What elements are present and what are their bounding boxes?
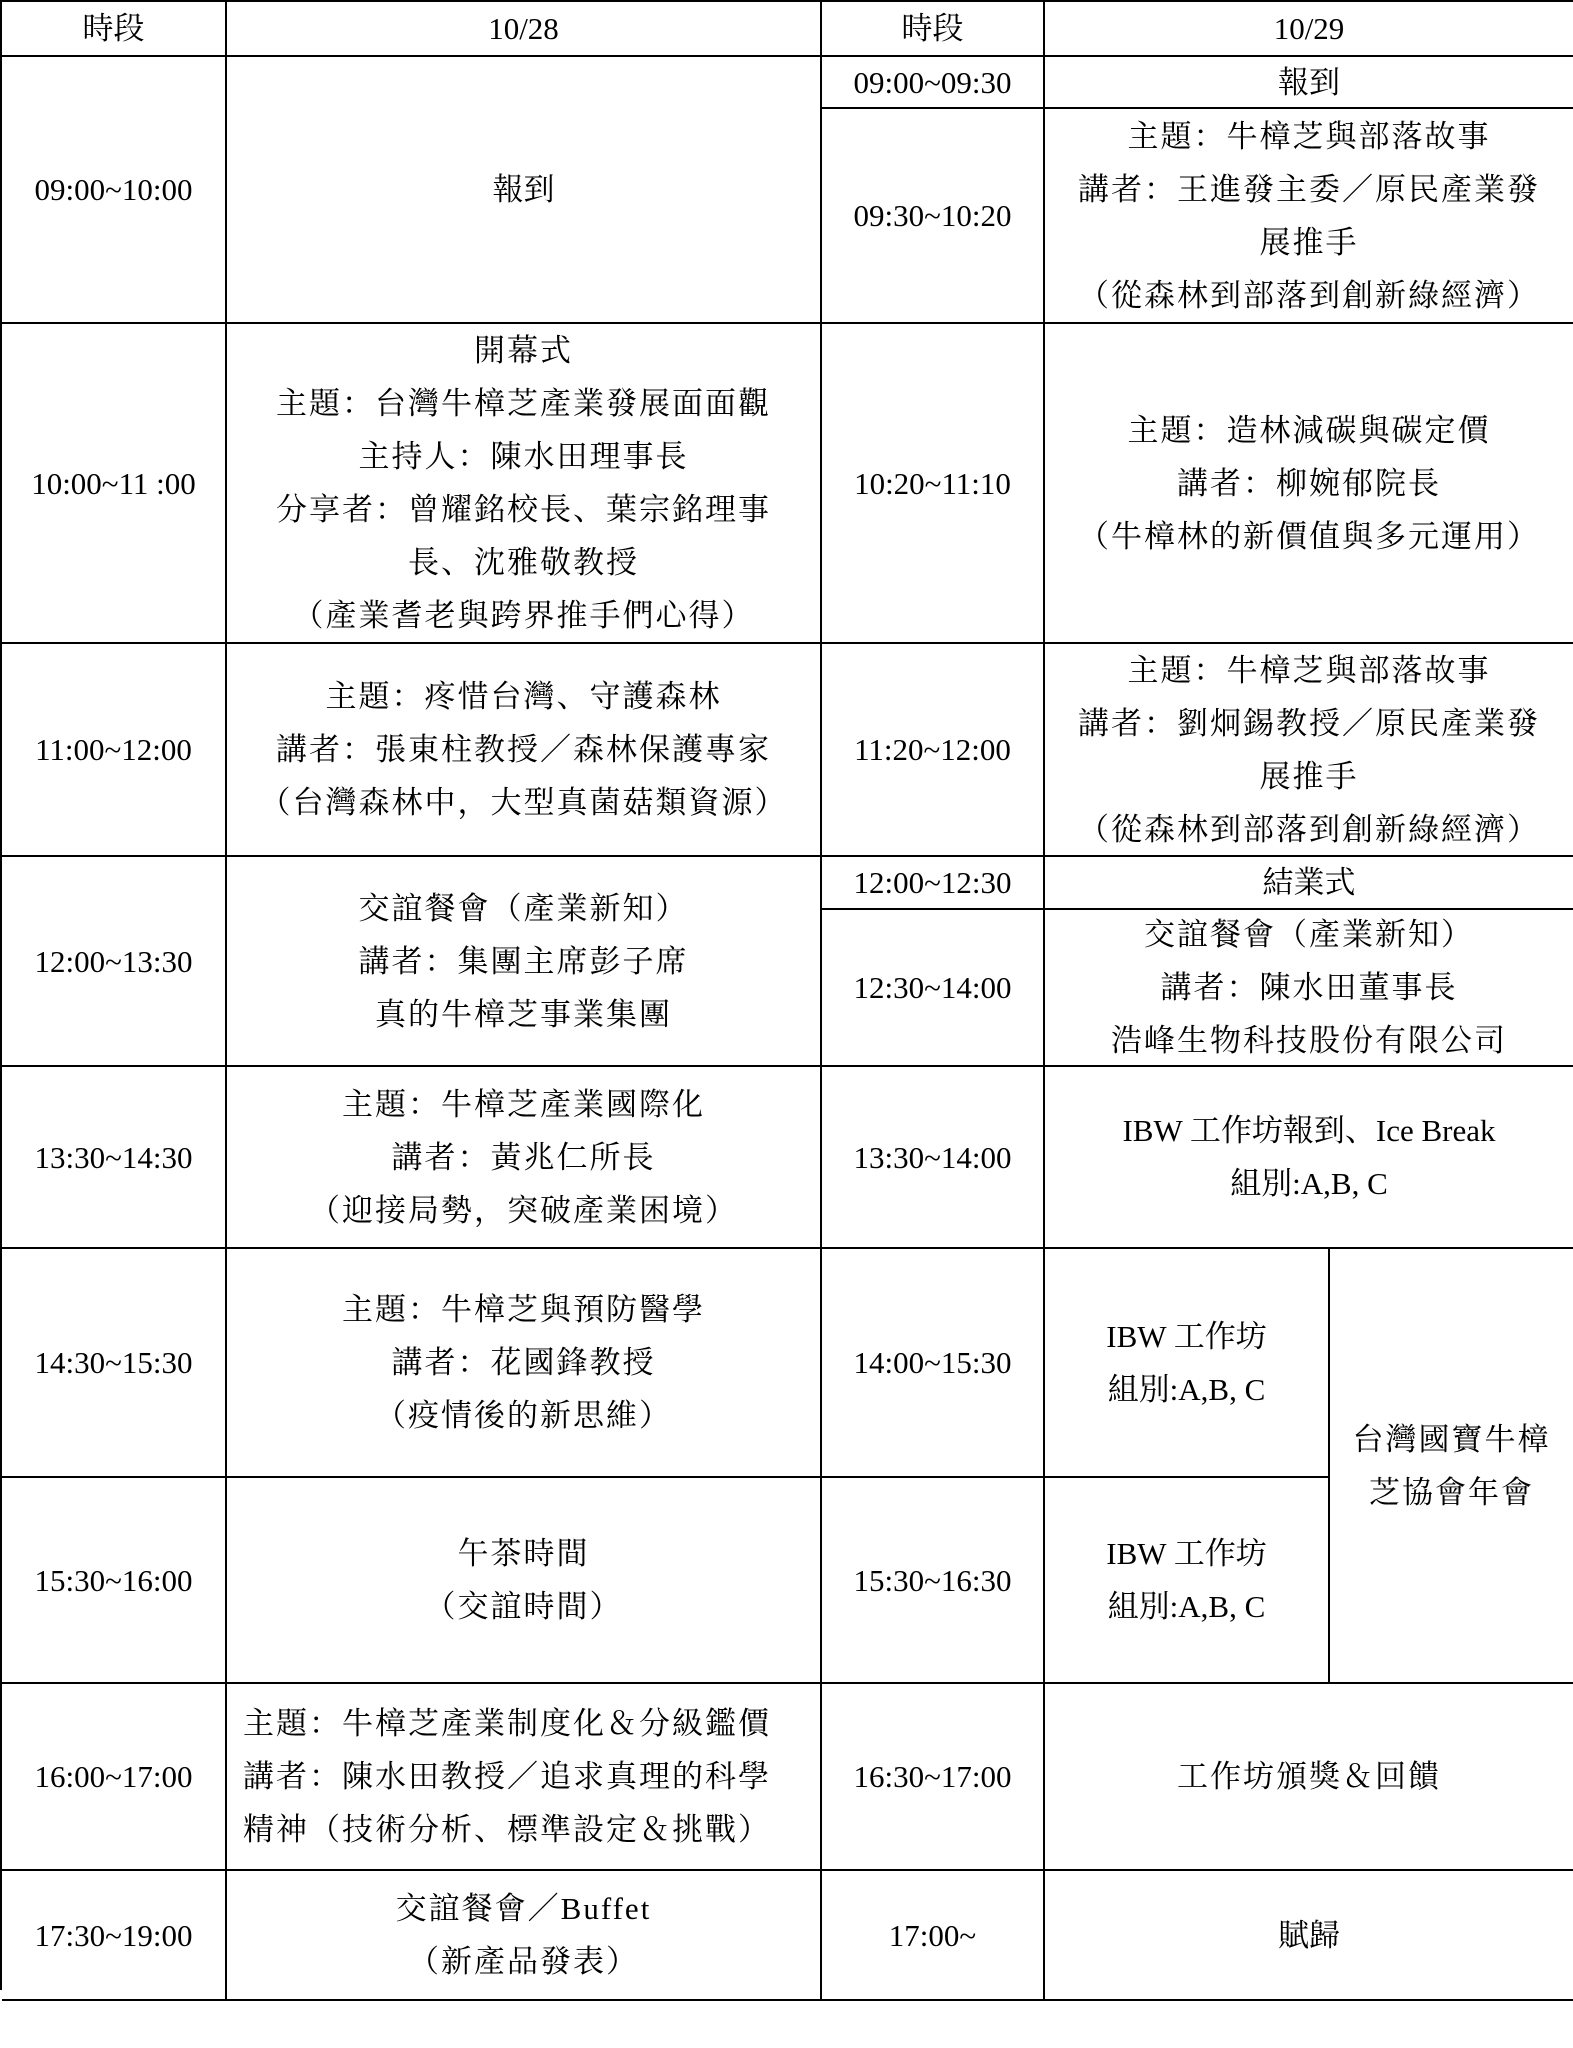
session-line: 分享者：曾耀銘校長、葉宗銘理事	[276, 492, 771, 527]
header-date-right: 10/29	[1045, 2, 1573, 57]
session-line: 講者：王進發主委／原民產業發	[1078, 171, 1540, 207]
d1-session	[227, 1478, 822, 1684]
session-line: （交誼時間）	[424, 1589, 623, 1624]
d2-session	[1045, 1478, 1330, 1684]
session-line: 報到	[1278, 64, 1340, 100]
session-line: （牛樟林的新價值與多元運用）	[1078, 518, 1540, 554]
d1-session	[227, 57, 822, 324]
session-line: 主題：牛樟芝產業制度化＆分級鑑價	[243, 1706, 771, 1741]
d1-time: 14:30~15:30	[2, 1249, 227, 1478]
session-line: 浩峰生物科技股份有限公司	[1111, 1023, 1507, 1058]
d2-time: 12:30~14:00	[822, 910, 1045, 1067]
session-line: IBW 工作坊	[1106, 1318, 1267, 1354]
d2-time: 10:20~11:10	[822, 324, 1045, 644]
session-line: 組別:A,B, C	[1230, 1166, 1388, 1201]
d2-session	[1045, 1067, 1573, 1249]
session-line: 講者：花國鋒教授	[391, 1345, 656, 1380]
d1-time: 10:00~11 :00	[2, 324, 227, 644]
session-line: 交誼餐會（產業新知）	[1144, 917, 1474, 952]
session-line: 交誼餐會／Buffet	[395, 1891, 652, 1926]
session-line: 真的牛樟芝事業集團	[375, 996, 672, 1032]
d2-session	[1045, 644, 1573, 857]
session-line: 講者：黃兆仁所長	[391, 1139, 656, 1175]
session-line: 講者：陳水田教授／追求真理的科學	[243, 1759, 771, 1794]
header-slot-left: 時段	[2, 2, 227, 57]
d2-session	[1045, 1684, 1573, 1871]
header-date-left: 10/28	[227, 2, 822, 57]
session-line: 主題：疼惜台灣、守護森林	[325, 679, 722, 714]
session-line: 開幕式	[474, 333, 573, 368]
d2-session	[1045, 857, 1573, 910]
session-line: 精神（技術分析、標準設定＆挑戰）	[243, 1812, 771, 1847]
d1-time: 09:00~10:00	[2, 57, 227, 324]
session-line: IBW 工作坊	[1106, 1536, 1267, 1571]
session-line: 報到	[492, 172, 555, 207]
session-line: 台灣國寶牛樟	[1352, 1421, 1551, 1457]
d1-session	[227, 1249, 822, 1478]
session-line: （疫情後的新思維）	[375, 1398, 672, 1433]
session-line: 主題：牛樟芝與部落故事	[1127, 118, 1491, 154]
session-line: （新產品發表）	[408, 1944, 639, 1979]
d2-session	[1045, 57, 1573, 109]
d2-session	[1045, 1871, 1573, 2001]
d1-time: 13:30~14:30	[2, 1067, 227, 1249]
d2-time: 13:30~14:00	[822, 1067, 1045, 1249]
d2-time: 14:00~15:30	[822, 1249, 1045, 1478]
d1-session	[227, 324, 822, 644]
session-line: 午茶時間	[457, 1536, 590, 1571]
d2-time: 09:00~09:30	[822, 57, 1045, 109]
d2-session	[1045, 109, 1573, 324]
session-line: 結業式	[1262, 865, 1356, 900]
session-line: （台灣森林中，大型真菌菇類資源）	[259, 785, 788, 820]
session-line: 主題：牛樟芝與預防醫學	[342, 1292, 705, 1327]
session-line: 主題：牛樟芝與部落故事	[1127, 652, 1491, 688]
session-line: 主題：台灣牛樟芝產業發展面面觀	[276, 386, 771, 421]
session-line: 組別:A,B, C	[1107, 1589, 1266, 1624]
d2-time: 11:20~12:00	[822, 644, 1045, 857]
d2-time: 09:30~10:20	[822, 109, 1045, 324]
session-line: （從森林到部落到創新綠經濟）	[1078, 811, 1540, 847]
session-line: 講者：柳婉郁院長	[1177, 465, 1441, 501]
d2-time: 12:00~12:30	[822, 857, 1045, 910]
session-line: 芝協會年會	[1369, 1474, 1534, 1510]
session-line: 講者：陳水田董事長	[1160, 970, 1458, 1005]
d1-session	[227, 857, 822, 1067]
d1-session	[227, 1684, 822, 1871]
session-line: 賦歸	[1278, 1917, 1340, 1953]
d1-time: 17:30~19:00	[2, 1871, 227, 2001]
d1-time: 11:00~12:00	[2, 644, 227, 857]
session-line: （迎接局勢，突破產業困境）	[309, 1192, 738, 1228]
session-line: IBW 工作坊報到、Ice Break	[1122, 1113, 1496, 1148]
d1-session	[227, 1067, 822, 1249]
session-line: 長、沈雅敬教授	[408, 545, 639, 580]
d2-time: 15:30~16:30	[822, 1478, 1045, 1684]
session-line: 展推手	[1259, 224, 1359, 260]
d1-session	[227, 644, 822, 857]
session-line: （從森林到部落到創新綠經濟）	[1078, 277, 1540, 313]
session-line: 交誼餐會（產業新知）	[358, 890, 689, 926]
d1-session	[227, 1871, 822, 2001]
d1-time: 16:00~17:00	[2, 1684, 227, 1871]
session-line: 講者：張東柱教授／森林保護專家	[276, 732, 771, 767]
session-line: 工作坊頒獎＆回饋	[1177, 1759, 1441, 1794]
session-line: 主持人：陳水田理事長	[358, 439, 689, 474]
session-line: 講者：集團主席彭子席	[358, 943, 689, 979]
d2-session	[1045, 910, 1573, 1067]
annual-meeting	[1330, 1249, 1573, 1684]
d1-time: 12:00~13:30	[2, 857, 227, 1067]
header-slot-right: 時段	[822, 2, 1045, 57]
d2-time: 17:00~	[822, 1871, 1045, 2001]
session-line: 講者：劉炯錫教授／原民產業發	[1078, 705, 1540, 741]
session-line: （產業耆老與跨界推手們心得）	[292, 598, 755, 633]
d2-session	[1045, 324, 1573, 644]
session-line: 主題：造林減碳與碳定價	[1127, 412, 1491, 448]
d1-time: 15:30~16:00	[2, 1478, 227, 1684]
session-line: 展推手	[1259, 758, 1359, 794]
session-line: 組別:A,B, C	[1107, 1371, 1266, 1407]
d2-time: 16:30~17:00	[822, 1684, 1045, 1871]
d2-session	[1045, 1249, 1330, 1478]
session-line: 主題：牛樟芝產業國際化	[342, 1086, 705, 1122]
